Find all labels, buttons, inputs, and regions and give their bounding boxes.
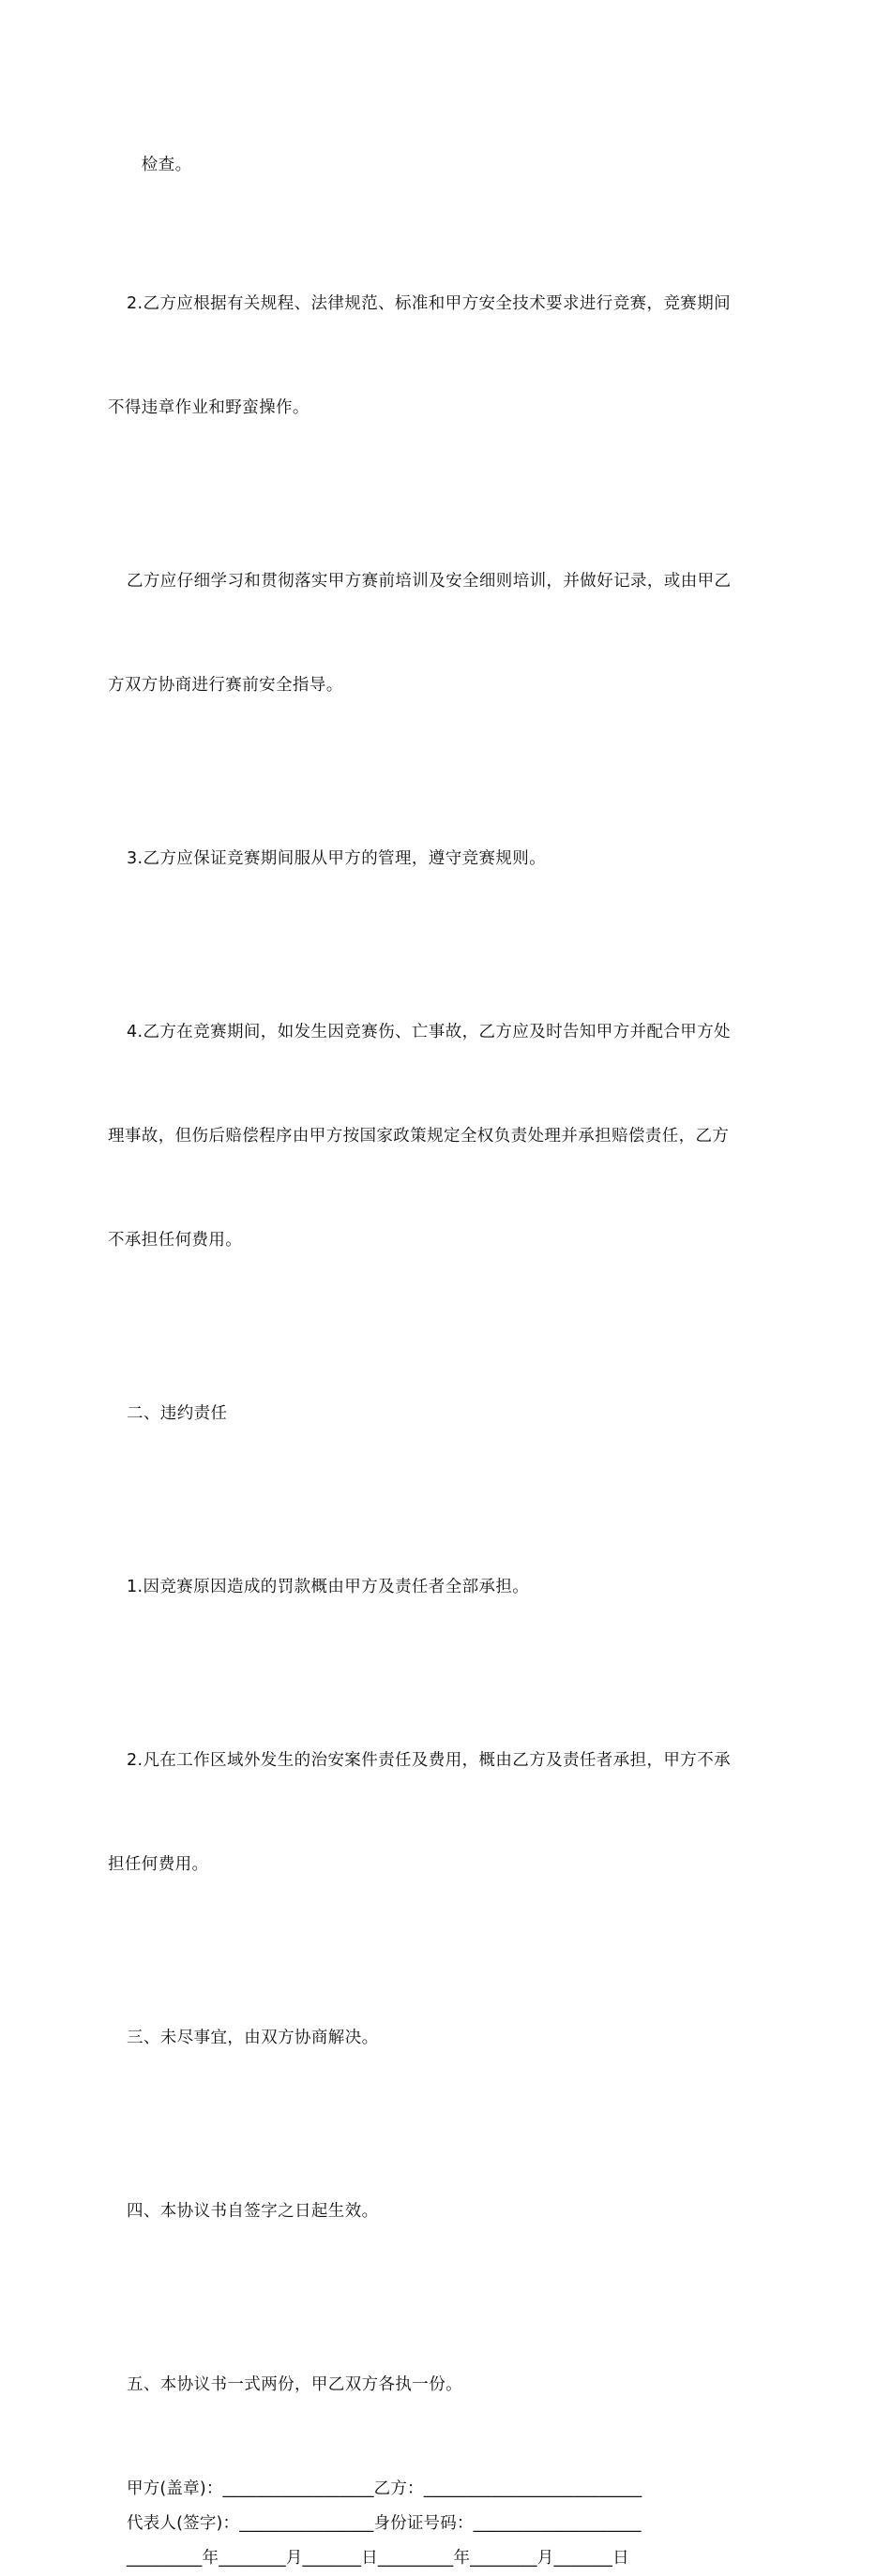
text-line: 乙方应仔细学习和贯彻落实甲方赛前培训及安全细则培训，并做好记录，或由甲乙 [127,572,732,591]
section-unresolved-matters [108,1952,788,2125]
text-line: 2.乙方应根据有关规程、法律规范、标准和甲方安全技术要求进行竞赛，竞赛期间 [127,294,731,313]
text-line: 担任何费用。 [108,1855,209,1874]
signature-representative-line: 代表人(签字)：________________身份证号码：____________________ [127,2514,642,2533]
text-line: 方双方协商进行赛前安全指导。 [108,676,343,695]
text-line: 理事故，但伤后赔偿程序由甲方按国家政策规定全权负责处理并承担赔偿责任，乙方 [108,1127,730,1146]
paragraph-clause-3 [108,772,788,946]
text-line: 四、本协议书自签字之日起生效。 [127,2202,379,2221]
text-line: 二、违约责任 [127,1404,228,1423]
text-line: 五、本协议书一式两份，甲乙双方各执一份。 [127,2375,462,2394]
text-line: 三、未尽事宜，由双方协商解决。 [127,2029,379,2047]
section-effective-date [108,2125,788,2299]
document-body [108,113,788,2576]
text-line: 检查。 [141,156,192,174]
text-line: 1.因竞赛原因造成的罚款概由甲方及责任者全部承担。 [127,1578,530,1596]
section-copies [108,2299,788,2472]
paragraph-breach-2 [108,1674,788,1952]
text-line: 不得违章作业和野蛮操作。 [108,398,310,417]
section-heading-breach-liability [108,1327,788,1501]
paragraph-breach-1 [108,1501,788,1674]
text-line: 3.乙方应保证竞赛期间服从甲方的管理，遵守竞赛规则。 [127,849,547,868]
signature-party-line: 甲方(盖章)：__________________乙方：__________________________ [127,2479,642,2498]
paragraph-clause-4 [108,946,788,1327]
text-line: 2.凡在工作区域外发生的治安案件责任及费用，概由乙方及责任者承担，甲方不承 [127,1751,731,1770]
paragraph-training [108,495,788,772]
paragraph-clause-2 [108,217,788,495]
text-line: 不承担任何费用。 [108,1231,243,1250]
paragraph-check [108,113,788,217]
text-line: 4.乙方在竞赛期间，如发生因竞赛伤、亡事故，乙方应及时告知甲方并配合甲方处 [127,1023,731,1041]
signature-date-line: _________年________月_______日_________年________月_______日 [127,2549,629,2568]
